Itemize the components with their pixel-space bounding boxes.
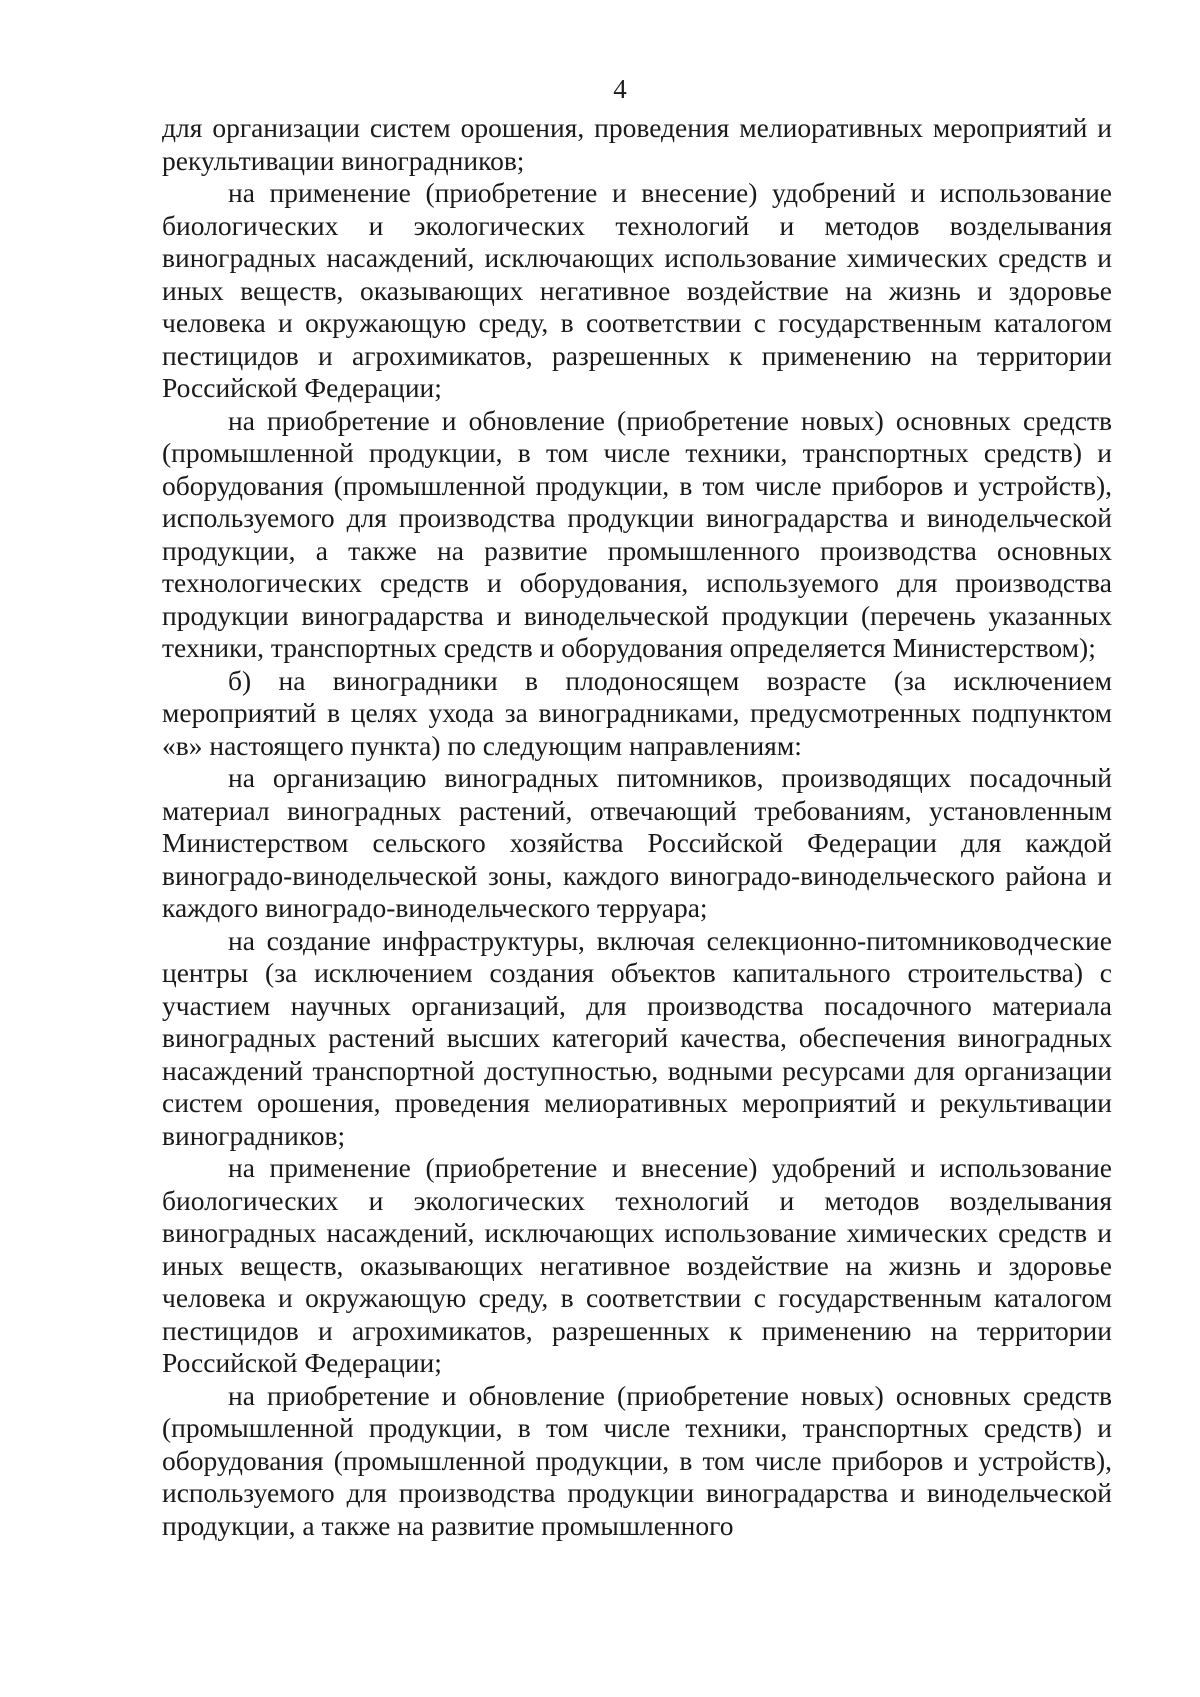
document-body xyxy=(162,112,1112,1542)
paragraph-fixed-assets: на приобретение и обновление (приобретение новых) основных средств (промышленной продукции, в том числе техники, транспортных средств) и оборудования (промышленной продукции, в том числе приборов и устройств), используемого для производства продукции виноградарства и винодельческой продукции, а также на развитие промышленного производства основных технологических средств и оборудования, используемого для производства продукции виноградарства и винодельческой продукции (перечень указанных техники, транспортных средств и оборудования определяется Министерством); xyxy=(162,404,1112,663)
paragraph-fertilizers-repeat: на применение (приобретение и внесение) удобрений и использование биологических и экологических технологий и методов возделывания виноградных насаждений, исключающих использование химических средств и иных веществ, оказывающих негативное воздействие на жизнь и здоровье человека и окружающую среду, в соответствии с государственным каталогом пестицидов и агрохимикатов, разрешенных к применению на территории Российской Федерации; xyxy=(162,1152,1112,1378)
paragraph-fertilizers: на применение (приобретение и внесение) удобрений и использование биологических и экологических технологий и методов возделывания виноградных насаждений, исключающих использование химических средств и иных веществ, оказывающих негативное воздействие на жизнь и здоровье человека и окружающую среду, в соответствии с государственным каталогом пестицидов и агрохимикатов, разрешенных к применению на территории Российской Федерации; xyxy=(162,177,1112,403)
paragraph-infrastructure: на создание инфраструктуры, включая селекционно-питомниководческие центры (за исключением создания объектов капитального строительства) с участием научных организаций, для производства посадочного материала виноградных растений высших категорий качества, обеспечения виноградных насаждений транспортной доступностью, водными ресурсами для организации систем орошения, проведения мелиоративных мероприятий и рекультивации виноградников; xyxy=(162,924,1112,1151)
paragraph-subitem-b: б) на виноградники в плодоносящем возрасте (за исключением мероприятий в целях ухода за виноградниками, предусмотренных подпунктом «в» настоящего пункта) по следующим направлениям: xyxy=(162,664,1112,761)
page-number: 4 xyxy=(613,74,627,104)
paragraph-fixed-assets-repeat: на приобретение и обновление (приобретение новых) основных средств (промышленной продукции, в том числе техники, транспортных средств) и оборудования (промышленной продукции, в том числе приборов и устройств), используемого для производства продукции виноградарства и винодельческой продукции, а также на развитие промышленного xyxy=(162,1379,1112,1541)
paragraph-nurseries: на организацию виноградных питомников, производящих посадочный материал виноградных растений, отвечающий требованиям, установленным Министерством сельского хозяйства Российской Федерации для каждой виноградо-винодельческой зоны, каждого виноградо-винодельческого района и каждого виноградо-винодельческого терруара; xyxy=(162,762,1112,923)
paragraph-continuation: для организации систем орошения, проведения мелиоративных мероприятий и рекультивации виноградников; xyxy=(162,112,1112,176)
